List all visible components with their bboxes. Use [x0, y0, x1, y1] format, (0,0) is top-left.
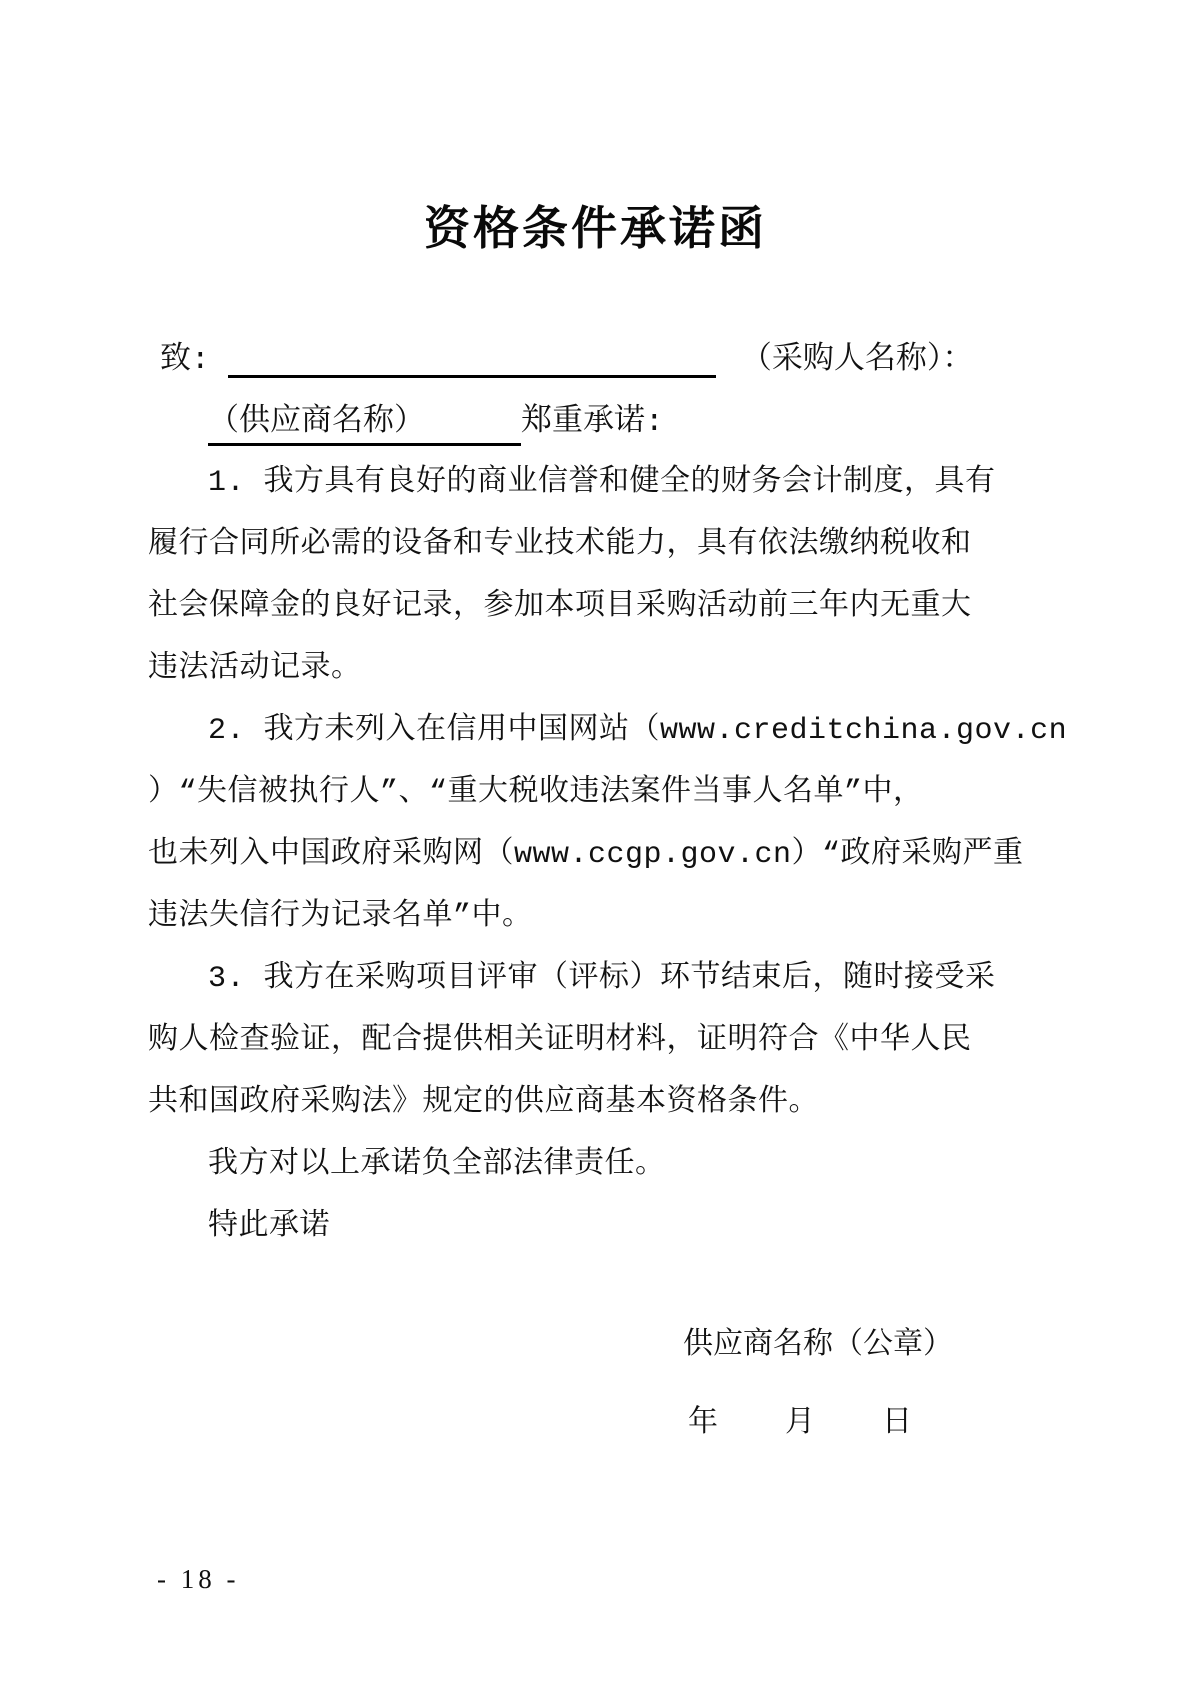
- salutation-line: [160, 332, 973, 378]
- body-line: 3. 我方在采购项目评审（评标）环节结束后，随时接受采: [208, 962, 996, 996]
- body-line: 违法活动记录。: [148, 652, 362, 686]
- recipient-name-blank-underline: [228, 341, 716, 378]
- body-line: ）“失信被执行人”、“重大税收违法案件当事人名单”中，: [148, 776, 924, 810]
- date-month-label: 月: [785, 1407, 815, 1441]
- supplier-name-blank-underline: （供应商名称）: [208, 405, 521, 446]
- page-number: - 18 -: [157, 1564, 240, 1594]
- body-line: 违法失信行为记录名单”中。: [148, 900, 533, 934]
- signature-date-line: [0, 1396, 1191, 1441]
- body-line: 也未列入中国政府采购网（www.ccgp.gov.cn）“政府采购严重: [148, 838, 1024, 872]
- commitment-body: [148, 452, 1068, 1258]
- body-line: 履行合同所必需的设备和专业技术能力，具有依法缴纳税收和: [148, 528, 972, 562]
- body-line: 购人检查验证，配合提供相关证明材料，证明符合《中华人民: [148, 1024, 972, 1058]
- page-title: 资格条件承诺函: [424, 203, 767, 254]
- supplier-seal-label: 供应商名称（公章）: [683, 1329, 953, 1363]
- body-line: 社会保障金的良好记录，参加本项目采购活动前三年内无重大: [148, 590, 972, 624]
- salutation-suffix: （采购人名称）：: [740, 343, 974, 378]
- body-line: 共和国政府采购法》规定的供应商基本资格条件。: [148, 1086, 819, 1120]
- body-line: 我方对以上承诺负全部法律责任。: [208, 1148, 666, 1182]
- body-line: 特此承诺: [208, 1210, 330, 1244]
- salutation-prefix: 致:: [160, 343, 210, 378]
- declaration-lead-text: 郑重承诺:: [521, 405, 664, 440]
- date-year-label: 年: [688, 1407, 718, 1441]
- body-line: 2. 我方未列入在信用中国网站（www.creditchina.gov.cn: [208, 714, 1068, 748]
- date-day-label: 日: [882, 1407, 912, 1441]
- body-line: 1. 我方具有良好的商业信誉和健全的财务会计制度，具有: [208, 466, 996, 500]
- supplier-declaration-line: [208, 394, 664, 440]
